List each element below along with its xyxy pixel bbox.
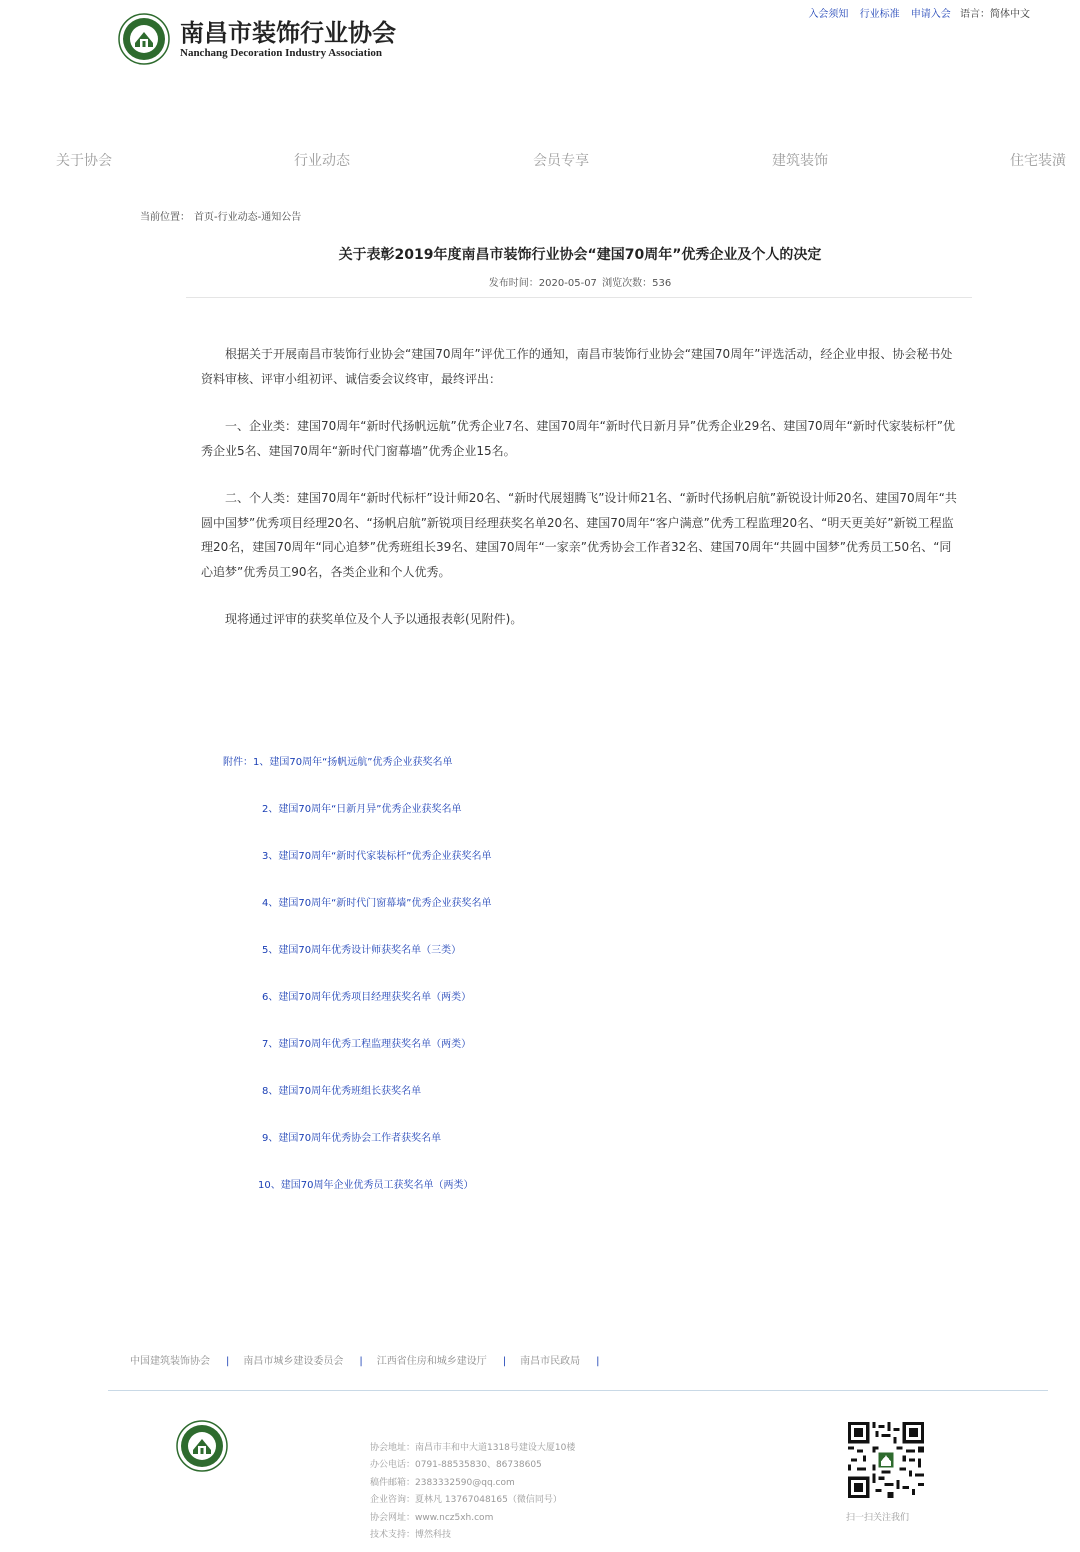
association-emblem-icon	[118, 13, 170, 65]
footer-separator: |	[359, 1356, 363, 1367]
attachment-link[interactable]: 2、建国70周年“日新月异”优秀企业获奖名单	[262, 804, 462, 815]
publish-date: 2020-05-07	[538, 278, 597, 289]
main-nav	[0, 150, 1080, 172]
attachment-link[interactable]: 4、建国70周年“新时代门窗幕墙”优秀企业获奖名单	[262, 898, 492, 909]
logo-name-en: Nanchang Decoration Industry Association	[180, 46, 382, 59]
attachment-prefix: 附件：	[223, 757, 253, 768]
language-label: 语言：	[960, 9, 990, 20]
footer-link-cbda[interactable]: 中国建筑装饰协会	[130, 1356, 210, 1367]
nav-item-members[interactable]: 会员专享	[533, 153, 589, 169]
attachment-link[interactable]: 3、建国70周年“新时代家装标杆”优秀企业获奖名单	[262, 851, 492, 862]
footer-links	[130, 1352, 614, 1367]
attachment-link[interactable]	[223, 753, 452, 768]
views-count: 536	[652, 278, 672, 289]
publish-label: 发布时间：	[488, 278, 539, 289]
footer-address: 协会地址：南昌市丰和中大道1318号建设大厦10楼	[370, 1443, 576, 1453]
footer-contact-info	[370, 1440, 575, 1544]
attachment-link[interactable]: 10、建国70周年企业优秀员工获奖名单（两类）	[258, 1180, 474, 1191]
attachment-link[interactable]: 5、建国70周年优秀设计师获奖名单（三类）	[262, 945, 462, 956]
attachment-link[interactable]: 7、建国70周年优秀工程监理获奖名单（两类）	[262, 1039, 472, 1050]
footer-link-jx-housing[interactable]: 江西省住房和城乡建设厅	[376, 1356, 487, 1367]
article-body	[201, 342, 961, 655]
article-paragraph: 一、企业类：建国70周年“新时代扬帆远航”优秀企业7名、建国70周年“新时代日新月异”优秀企业29名、建国70周年“新时代家装标杆”优秀企业5名、建国70周年“新时代门窗幕墙”优秀企业15名。	[201, 419, 956, 458]
footer-phone: 办公电话：0791-88535830、86738605	[370, 1460, 542, 1471]
nav-item-industry-news[interactable]: 行业动态	[294, 153, 350, 169]
footer-email: 稿件邮箱：2383332590@qq.com	[370, 1477, 515, 1488]
footer-separator: |	[226, 1356, 230, 1367]
footer-consult: 企业咨询：夏林凡 13767048165（微信同号）	[370, 1495, 562, 1506]
industry-standard-link[interactable]: 行业标准	[859, 9, 900, 20]
title-divider	[186, 297, 972, 298]
nav-item-home-decoration[interactable]: 住宅装潢	[1010, 153, 1066, 169]
footer-separator: |	[596, 1356, 600, 1367]
footer-emblem-icon	[176, 1420, 228, 1472]
article-paragraph: 根据关于开展南昌市装饰行业协会“建国70周年”评优工作的通知，南昌市装饰行业协会“建国70周年”评选活动，经企业申报、协会秘书处资料审核、评审小组初评、诚信委会议终审，最终评出：	[201, 347, 953, 386]
footer-link-nc-construction[interactable]: 南昌市城乡建设委员会	[243, 1356, 344, 1367]
join-notice-link[interactable]: 入会须知	[808, 9, 849, 20]
language-selector[interactable]	[960, 9, 1030, 20]
attachment-link[interactable]: 6、建国70周年优秀项目经理获奖名单（两类）	[262, 992, 472, 1003]
top-links	[800, 5, 1030, 20]
footer-divider	[108, 1390, 1048, 1391]
apply-join-link[interactable]: 申请入会	[910, 9, 951, 20]
footer-website: 协会网址：www.ncz5xh.com	[370, 1512, 494, 1523]
logo-name-cn: 南昌市装饰行业协会	[180, 17, 396, 47]
nav-item-about[interactable]: 关于协会	[56, 153, 112, 169]
article-meta	[0, 274, 1080, 289]
qr-caption: 扫一扫关注我们	[846, 1513, 910, 1523]
attachment-link[interactable]: 8、建国70周年优秀班组长获奖名单	[262, 1086, 422, 1097]
article-title: 关于表彰2019年度南昌市装饰行业协会“建国70周年”优秀企业及个人的决定	[338, 247, 822, 263]
attachment-label: 1、建国70周年“扬帆远航”优秀企业获奖名单	[253, 757, 453, 768]
footer-link-nc-civil-affairs[interactable]: 南昌市民政局	[520, 1356, 581, 1367]
breadcrumb-path[interactable]: 首页-行业动态-通知公告	[194, 212, 302, 223]
breadcrumb-label: 当前位置：	[140, 212, 190, 223]
article-paragraph: 二、个人类：建国70周年“新时代标杆”设计师20名、“新时代展翅腾飞”设计师21名、“新时代扬帆启航”新锐设计师20名、建国70周年“共圆中国梦”优秀项目经理20名、“扬帆启航”新锐项目经理获奖名单20名、建国70周年“客户满意”优秀工程监理20名、“明天更美好”新锐工程监理20名，建国70周年“同心追梦”优秀班组长39名、建国70周年“一家亲”优秀协会工作者32名、建国70周年“共圆中国梦”优秀员工50名、“同心追梦”优秀员工90名，各类企业和个人优秀。	[201, 491, 957, 579]
breadcrumb	[140, 208, 305, 223]
footer-tech-support: 技术支持：博然科技	[370, 1530, 452, 1541]
footer-separator: |	[502, 1356, 507, 1367]
views-label: 浏览次数：	[602, 278, 653, 289]
article-paragraph: 现将通过评审的获奖单位及个人予以通报表彰(见附件)。	[225, 612, 523, 626]
qr-code-icon	[848, 1422, 924, 1498]
site-logo[interactable]	[118, 13, 396, 65]
language-value: 简体中文	[990, 9, 1030, 20]
attachment-link[interactable]: 9、建国70周年优秀协会工作者获奖名单	[262, 1133, 442, 1144]
nav-item-building-decoration[interactable]: 建筑装饰	[772, 153, 828, 169]
